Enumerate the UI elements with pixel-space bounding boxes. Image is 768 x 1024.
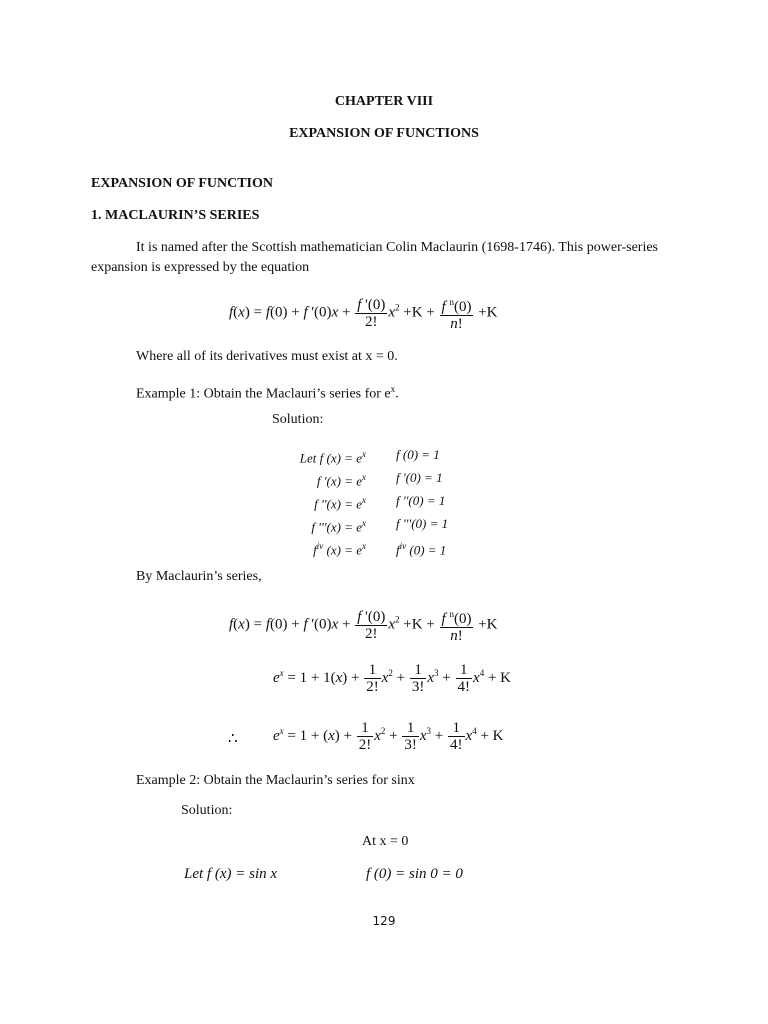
intro-paragraph [91, 238, 678, 278]
derivative-row-2: f ''$(x) = e^x$ [314, 495, 366, 512]
maclaurin-equation-repeat: f(x) = f(0) + f '(0)x + $\frac{f '(0)}{2!}$ $x^2 +K$ + $\frac{f ^n(0)}{n!}$ +K [229, 606, 498, 644]
sin-zero-value: f (0) = sin 0 = 0 [366, 866, 463, 882]
chapter-title: EXPANSION OF FUNCTIONS [289, 126, 479, 141]
example-1: Example 1: Obtain the Maclauri’s series for $e^x$. [136, 384, 399, 402]
value-row-0: f (0) = 1 [396, 447, 440, 462]
exp-expansion-result: $e^x = 1 + (x)$ + $\frac{1}{2!}$ $x^2$ + $\frac{1}{3!}$ $x^3$ + $\frac{1}{4!}$ $x^4 + K$ [273, 720, 504, 753]
derivative-row-3: f '''$(x) = e^x$ [311, 518, 366, 535]
derivatives-right-column [396, 443, 448, 558]
example-2: Example 2: Obtain the Maclaurin’s series for sinx [136, 773, 415, 788]
derivative-row-4: $f^{iv}$ $(x) = e^x$ [313, 541, 366, 558]
derivative-row-1: f '$(x) = e^x$ [316, 472, 366, 489]
value-row-3: f '''(0) = 1 [396, 516, 449, 531]
value-row-1: f '(0) = 1 [396, 470, 443, 485]
derivative-row-0: Let f $(x) = e^x$ [299, 449, 366, 466]
therefore-symbol: ∴ [228, 731, 238, 747]
intro-line-2: expansion is expressed by the equation [91, 260, 310, 275]
section-heading: EXPANSION OF FUNCTION [91, 176, 274, 191]
solution-label-2: Solution: [181, 803, 233, 818]
chapter-number: CHAPTER VIII [334, 94, 434, 109]
by-maclaurin-label: By Maclaurin’s series, [136, 569, 262, 584]
intro-line-1: It is named after the Scottish mathematician Colin Maclaurin (1698-1746). This power-series [136, 240, 658, 255]
value-row-2: f ''(0) = 1 [396, 493, 446, 508]
page-number: 129 [372, 914, 396, 928]
value-row-4: $f^{iv}$ (0) = 1 [396, 541, 447, 558]
solution-label-1: Solution: [272, 412, 324, 427]
at-x0-label: At x = 0 [362, 834, 409, 849]
maclaurin-equation: f(x) = f(0) + f '(0)x + $\frac{f '(0)}{2!}$ $x^2 +K$ + $\frac{f ^n(0)}{n!}$ +K [229, 294, 498, 332]
sin-function-definition: Let f (x) = sin x [184, 866, 278, 882]
derivative-note: Where all of its derivatives must exist at x = 0. [136, 349, 398, 364]
subsection-heading: 1. MACLAURIN’S SERIES [91, 208, 260, 223]
exp-expansion-step: $e^x = 1 + 1(x)$ + $\frac{1}{2!}$ $x^2$ + $\frac{1}{3!}$ $x^3$ + $\frac{1}{4!}$ $x^4 + K$ [273, 662, 511, 695]
derivatives-left-column [276, 443, 366, 558]
